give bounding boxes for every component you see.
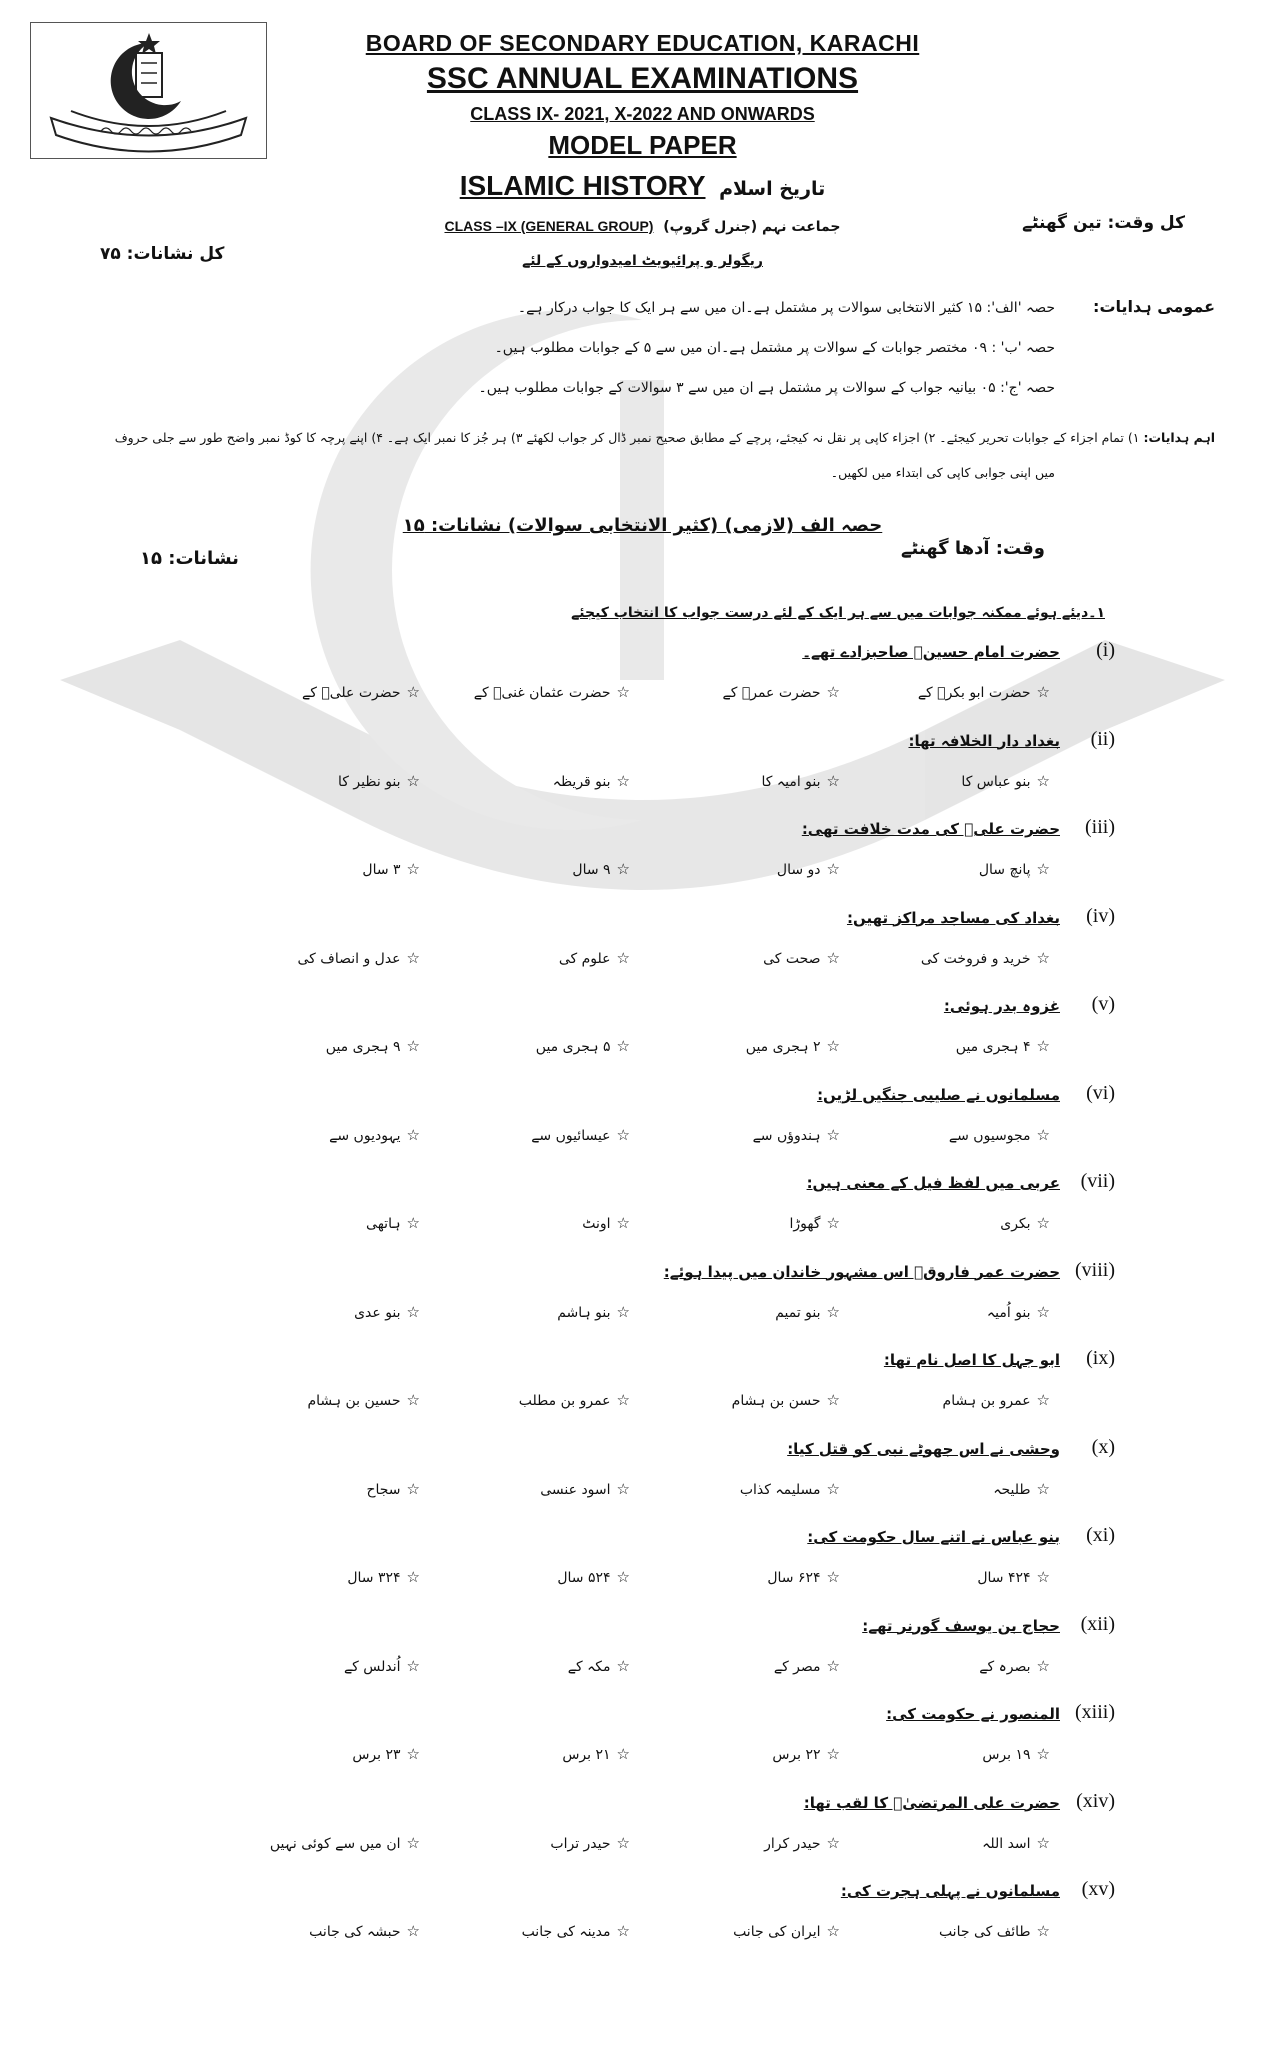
- general-instructions-label: عمومی ہدایات:: [1093, 297, 1215, 316]
- answer-option-text: حضرت ابو بکرؓ کے: [917, 685, 1031, 701]
- answer-option-text: مسلیمہ کذاب: [739, 1481, 821, 1498]
- question-number: (i): [1096, 639, 1115, 661]
- candidate-type: ریگولر و پرائیویٹ امیدواروں کے لئے: [522, 253, 763, 269]
- answer-option-text: بنو عدی: [354, 1304, 401, 1321]
- answer-option-text: عیسائیوں سے: [531, 1127, 611, 1144]
- answer-option[interactable]: [298, 949, 420, 967]
- star-icon: ☆: [616, 1214, 630, 1232]
- answer-option-text: ۶۲۴ سال: [767, 1570, 821, 1586]
- options-row: [10, 1126, 1050, 1152]
- question-text: حضرت علی المرتضیٰؓ کا لقب تھا:: [803, 1793, 1060, 1812]
- star-icon: ☆: [826, 1214, 840, 1232]
- answer-option[interactable]: [777, 860, 840, 878]
- star-icon: ☆: [826, 1656, 840, 1675]
- star-icon: ☆: [826, 1391, 840, 1409]
- answer-option-text: ان میں سے کوئی نہیں: [269, 1835, 401, 1852]
- star-icon: ☆: [406, 1922, 420, 1940]
- options-row: [10, 1745, 1050, 1771]
- subject-title: [0, 170, 1285, 202]
- answer-option[interactable]: [474, 683, 630, 701]
- answer-option-text: بنو عباس کا: [961, 773, 1031, 790]
- answer-option-text: اُندلس کے: [343, 1658, 401, 1675]
- answer-option[interactable]: [531, 1126, 630, 1144]
- answer-option-text: طلیحہ: [993, 1481, 1031, 1498]
- question-text: حضرت امام حسینؓ صاحبزادے تھے۔: [802, 643, 1060, 661]
- important-instructions-line1: ۱) تمام اجزاء کے جوابات تحریر کیجئے۔ ۲) اجزاء کاپی پر نقل نہ کیجئے، پرچے کے مطابق صحیح نمبر ڈال کر جواب لکھئے ۳) ہر جُز کا نمبر ایک ہے۔ ۴) اپنے پرچہ کا کوڈ نمبر واضح طور سے جلی حروف: [114, 430, 1140, 445]
- answer-option-text: مکہ کے: [567, 1658, 611, 1675]
- question-number: (iii): [1085, 816, 1115, 838]
- star-icon: ☆: [616, 1037, 630, 1055]
- star-icon: ☆: [1036, 1391, 1050, 1409]
- answer-option-text: ۹ ہجری میں: [325, 1039, 401, 1055]
- star-icon: ☆: [616, 1745, 630, 1763]
- question-text: وحشی نے اس جھوٹے نبی کو قتل کیا:: [787, 1439, 1060, 1458]
- star-icon: ☆: [406, 1125, 420, 1144]
- answer-option-text: یہودیوں سے: [329, 1127, 401, 1144]
- star-icon: ☆: [826, 683, 840, 701]
- options-row: [10, 860, 1050, 886]
- answer-option-text: ۴۲۴ سال: [977, 1570, 1031, 1586]
- answer-option[interactable]: [949, 1126, 1050, 1144]
- answer-option[interactable]: [956, 1037, 1050, 1055]
- answer-option-text: بنو تمیم: [775, 1304, 821, 1321]
- answer-option[interactable]: [302, 683, 420, 701]
- answer-option[interactable]: [987, 1303, 1050, 1321]
- answer-option-text: ۵۲۴ سال: [557, 1570, 611, 1586]
- answer-option-text: سجاح: [366, 1481, 401, 1498]
- answer-option[interactable]: [764, 1834, 840, 1852]
- answer-option[interactable]: [772, 1745, 840, 1763]
- star-icon: ☆: [1036, 1479, 1050, 1498]
- question-text: المنصور نے حکومت کی:: [886, 1705, 1060, 1723]
- star-icon: ☆: [616, 860, 630, 878]
- star-icon: ☆: [406, 1745, 420, 1763]
- question-number: (xiii): [1075, 1701, 1115, 1723]
- answer-option[interactable]: [767, 1568, 840, 1586]
- star-icon: ☆: [826, 948, 840, 967]
- star-icon: ☆: [1036, 683, 1050, 701]
- star-icon: ☆: [826, 1745, 840, 1763]
- answer-option[interactable]: [982, 1745, 1050, 1763]
- answer-option[interactable]: [562, 1745, 630, 1763]
- answer-option-text: اسد اللہ: [982, 1835, 1031, 1852]
- class-years: CLASS IX- 2021, X-2022 AND ONWARDS: [470, 104, 815, 124]
- answer-option[interactable]: [977, 1568, 1050, 1586]
- question-number: (iv): [1086, 904, 1115, 927]
- answer-option-text: حسین بن ہشام: [307, 1393, 401, 1409]
- answer-option[interactable]: [557, 1303, 630, 1321]
- answer-option[interactable]: [732, 1391, 840, 1409]
- question-number: (vii): [1080, 1170, 1115, 1192]
- answer-option[interactable]: [918, 683, 1050, 701]
- question-number: (xi): [1086, 1524, 1115, 1546]
- star-icon: ☆: [406, 948, 420, 967]
- answer-option-text: اونٹ: [582, 1216, 611, 1232]
- answer-option[interactable]: [559, 949, 630, 967]
- answer-option[interactable]: [723, 683, 841, 701]
- star-icon: ☆: [826, 1125, 840, 1144]
- star-icon: ☆: [406, 1302, 420, 1321]
- answer-option-text: حضرت عمرؓ کے: [722, 685, 821, 701]
- question-number: (xii): [1080, 1612, 1115, 1635]
- question-number: (v): [1091, 993, 1115, 1015]
- question-number: (ii): [1090, 727, 1115, 750]
- answer-option-text: ۲ ہجری میں: [745, 1039, 821, 1055]
- star-icon: ☆: [406, 860, 420, 878]
- total-marks: کل نشانات: ۷۵: [100, 244, 225, 264]
- answer-option[interactable]: [943, 1391, 1050, 1409]
- answer-option-text: مجوسیوں سے: [948, 1127, 1031, 1144]
- question-number: (viii): [1075, 1258, 1115, 1281]
- section-a-title: حصہ الف (لازمی) (کثیر الانتخابی سوالات) نشانات: ۱۵: [402, 515, 883, 536]
- answer-option-text: ۱۹ برس: [982, 1747, 1031, 1763]
- star-icon: ☆: [1036, 1125, 1050, 1144]
- options-row: [10, 1037, 1050, 1063]
- answer-option[interactable]: [753, 1126, 840, 1144]
- question-text: غزوہ بدر ہوئی:: [943, 997, 1060, 1015]
- class-group-urdu: جماعت نہم (جنرل گروپ): [663, 219, 841, 235]
- star-icon: ☆: [616, 1391, 630, 1409]
- star-icon: ☆: [406, 1214, 420, 1232]
- answer-option[interactable]: [572, 860, 630, 878]
- answer-option-text: عمرو بن ہشام: [942, 1393, 1031, 1409]
- star-icon: ☆: [406, 1391, 420, 1409]
- question-number: (ix): [1086, 1347, 1115, 1369]
- star-icon: ☆: [406, 1833, 420, 1852]
- answer-option-text: ۲۳ برس: [352, 1747, 401, 1763]
- question-text: ابو جہل کا اصل نام تھا:: [883, 1351, 1060, 1369]
- answer-option[interactable]: [536, 1037, 630, 1055]
- answer-option[interactable]: [352, 1745, 420, 1763]
- star-icon: ☆: [1036, 1214, 1050, 1232]
- section-a-marks: نشانات: ۱۵: [140, 548, 239, 569]
- star-icon: ☆: [1036, 1922, 1050, 1940]
- important-instructions-label: اہم ہدایات:: [1143, 430, 1215, 445]
- section-a-time: وقت: آدھا گھنٹے: [901, 538, 1045, 559]
- options-row: [10, 1480, 1050, 1506]
- answer-option-text: ۵ ہجری میں: [535, 1039, 611, 1055]
- answer-option-text: ۴ ہجری میں: [955, 1039, 1031, 1055]
- answer-option[interactable]: [982, 1834, 1050, 1852]
- star-icon: ☆: [616, 1656, 630, 1675]
- answer-option-text: ۳ سال: [362, 862, 401, 878]
- exam-title: SSC ANNUAL EXAMINATIONS: [426, 62, 859, 95]
- options-row: [10, 1922, 1050, 1948]
- answer-option[interactable]: [354, 1303, 420, 1321]
- answer-option[interactable]: [762, 772, 840, 790]
- answer-option-text: بنو اُمیہ: [986, 1304, 1031, 1321]
- answer-option-text: حسن بن ہشام: [731, 1393, 821, 1409]
- answer-option[interactable]: [344, 1657, 420, 1675]
- question-number: (xiv): [1076, 1789, 1115, 1812]
- star-icon: ☆: [1036, 948, 1050, 967]
- answer-option-text: ایران کی جانب: [733, 1924, 821, 1940]
- options-row: [10, 1834, 1050, 1860]
- answer-option-text: ۹ سال: [572, 862, 611, 878]
- star-icon: ☆: [406, 1037, 420, 1055]
- answer-option[interactable]: [347, 1568, 420, 1586]
- answer-option[interactable]: [366, 1214, 420, 1232]
- answer-option-text: حضرت علیؓ کے: [302, 685, 401, 701]
- answer-option-text: ۲۱ برس: [562, 1747, 611, 1763]
- star-icon: ☆: [1036, 1568, 1050, 1586]
- answer-option[interactable]: [307, 1391, 420, 1409]
- answer-option-text: حیدر تراب: [550, 1835, 611, 1852]
- answer-option[interactable]: [557, 1568, 630, 1586]
- star-icon: ☆: [406, 683, 420, 701]
- question-number: (x): [1091, 1435, 1115, 1458]
- answer-option[interactable]: [763, 949, 840, 967]
- important-instructions: [45, 430, 1215, 445]
- mcq-instruction: ۱۔دیئے ہوئے ممکنہ جوابات میں سے ہر ایک کے لئے درست جواب کا انتخاب کیجئے: [571, 605, 1105, 621]
- star-icon: ☆: [1036, 1302, 1050, 1321]
- answer-option[interactable]: [746, 1037, 840, 1055]
- answer-option-text: ہندوؤں سے: [752, 1127, 821, 1144]
- answer-option-text: بکری: [1000, 1216, 1031, 1232]
- answer-option-text: ۲۲ برس: [772, 1747, 821, 1763]
- star-icon: ☆: [826, 1568, 840, 1586]
- question-text: مسلمانوں نے پہلی ہجرت کی:: [840, 1882, 1060, 1900]
- answer-option[interactable]: [939, 1922, 1050, 1940]
- answer-option[interactable]: [550, 1834, 630, 1852]
- class-group-english: CLASS –IX (GENERAL GROUP): [444, 218, 654, 234]
- answer-option-text: حضرت عثمان غنیؓ کے: [473, 685, 611, 701]
- answer-option-text: حبشہ کی جانب: [309, 1924, 401, 1940]
- answer-option-text: بنو امیہ کا: [761, 773, 821, 790]
- answer-option-text: گھوڑا: [789, 1216, 821, 1232]
- answer-option[interactable]: [309, 1922, 420, 1940]
- answer-option[interactable]: [740, 1480, 840, 1498]
- answer-option-text: مدینہ کی جانب: [521, 1924, 611, 1940]
- star-icon: ☆: [826, 771, 840, 790]
- answer-option-text: خرید و فروخت کی: [920, 950, 1031, 967]
- answer-option[interactable]: [790, 1214, 840, 1232]
- general-instruction-line: حصہ 'الف': ۱۵ کثیر الانتخابی سوالات پر مشتمل ہے۔ان میں سے ہر ایک کا جواب درکار ہے۔: [517, 300, 1055, 316]
- answer-option-text: صحت کی: [763, 950, 821, 967]
- options-row: [10, 949, 1050, 975]
- question-number: (xv): [1081, 1878, 1115, 1900]
- star-icon: ☆: [616, 771, 630, 790]
- answer-option[interactable]: [993, 1480, 1050, 1498]
- answer-option[interactable]: [522, 1922, 630, 1940]
- answer-option[interactable]: [775, 1303, 840, 1321]
- general-instruction-line: حصہ 'ج': ۰۵ بیانیہ جواب کے سوالات پر مشتمل ہے ان میں سے ۳ سوالات کے جوابات مطلوب ہیں۔: [478, 380, 1055, 396]
- options-row: [10, 1214, 1050, 1240]
- general-instruction-line: حصہ 'ب' : ۰۹ مختصر جوابات کے سوالات پر مشتمل ہے۔ان میں سے ۵ کے جوابات مطلوب ہیں۔: [494, 340, 1055, 356]
- star-icon: ☆: [1036, 771, 1050, 790]
- options-row: [10, 1657, 1050, 1683]
- question-text: حجاج بن یوسف گورنر تھے:: [862, 1616, 1060, 1635]
- star-icon: ☆: [406, 1656, 420, 1675]
- star-icon: ☆: [1036, 1833, 1050, 1852]
- question-number: (vi): [1086, 1081, 1115, 1104]
- answer-option[interactable]: [540, 1480, 630, 1498]
- paper-type: MODEL PAPER: [548, 130, 737, 160]
- star-icon: ☆: [616, 1479, 630, 1498]
- answer-option-text: اسود عنسی: [540, 1481, 611, 1498]
- question-text: مسلمانوں نے صلیبی جنگیں لڑیں:: [817, 1085, 1060, 1104]
- star-icon: ☆: [826, 1479, 840, 1498]
- star-icon: ☆: [616, 1125, 630, 1144]
- star-icon: ☆: [1036, 1745, 1050, 1763]
- answer-option[interactable]: [774, 1657, 840, 1675]
- answer-option-text: ۳۲۴ سال: [347, 1570, 401, 1586]
- star-icon: ☆: [616, 1833, 630, 1852]
- answer-option-text: ہاتھی: [366, 1216, 401, 1232]
- star-icon: ☆: [616, 1568, 630, 1586]
- answer-option-text: بنو نظیر کا: [338, 773, 401, 790]
- answer-option[interactable]: [582, 1214, 630, 1232]
- answer-option-text: طائف کی جانب: [938, 1924, 1031, 1940]
- star-icon: ☆: [826, 1833, 840, 1852]
- star-icon: ☆: [406, 1479, 420, 1498]
- question-text: بغداد دار الخلافہ تھا:: [908, 731, 1060, 750]
- total-time: کل وقت: تین گھنٹے: [1022, 213, 1185, 233]
- question-text: بنو عباس نے اتنے سال حکومت کی:: [807, 1528, 1060, 1546]
- subject-english: ISLAMIC HISTORY: [459, 170, 706, 201]
- options-row: [10, 1391, 1050, 1417]
- star-icon: ☆: [1036, 1037, 1050, 1055]
- star-icon: ☆: [826, 860, 840, 878]
- answer-option[interactable]: [979, 860, 1050, 878]
- star-icon: ☆: [406, 1568, 420, 1586]
- options-row: [10, 683, 1050, 709]
- question-text: بغداد کی مساجد مراکز تھیں:: [846, 908, 1060, 927]
- answer-option-text: عدل و انصاف کی: [297, 950, 401, 967]
- answer-option-text: مصر کے: [773, 1658, 821, 1675]
- star-icon: ☆: [616, 1302, 630, 1321]
- answer-option[interactable]: [553, 772, 630, 790]
- answer-option-text: حیدر کرار: [764, 1835, 821, 1852]
- star-icon: ☆: [1036, 1656, 1050, 1675]
- answer-option[interactable]: [1000, 1214, 1050, 1232]
- star-icon: ☆: [406, 771, 420, 790]
- options-row: [10, 1568, 1050, 1594]
- answer-option[interactable]: [338, 772, 420, 790]
- subject-urdu: تاریخ اسلام: [719, 178, 826, 200]
- star-icon: ☆: [826, 1302, 840, 1321]
- answer-option-text: بصرہ کے: [979, 1658, 1031, 1675]
- answer-option[interactable]: [568, 1657, 630, 1675]
- answer-option[interactable]: [519, 1391, 630, 1409]
- question-text: حضرت عمر فاروقؓ اس مشہور خاندان میں پیدا ہوئے:: [663, 1262, 1060, 1281]
- answer-option-text: بنو قریظہ: [552, 773, 611, 790]
- question-text: عربی میں لفظ فیل کے معنی ہیں:: [806, 1174, 1060, 1192]
- options-row: [10, 772, 1050, 798]
- answer-option-text: عمرو بن مطلب: [518, 1393, 611, 1409]
- board-name: BOARD OF SECONDARY EDUCATION, KARACHI: [365, 30, 920, 56]
- star-icon: ☆: [616, 1922, 630, 1940]
- answer-option[interactable]: [733, 1922, 840, 1940]
- star-icon: ☆: [616, 683, 630, 701]
- star-icon: ☆: [616, 948, 630, 967]
- answer-option[interactable]: [979, 1657, 1050, 1675]
- answer-option[interactable]: [921, 949, 1050, 967]
- options-row: [10, 1303, 1050, 1329]
- answer-option-text: پانچ سال: [978, 862, 1031, 878]
- answer-option[interactable]: [366, 1480, 420, 1498]
- question-text: حضرت علیؓ کی مدت خلافت تھی:: [801, 820, 1060, 838]
- star-icon: ☆: [826, 1037, 840, 1055]
- answer-option[interactable]: [362, 860, 420, 878]
- important-instructions-line2: میں اپنی جوابی کاپی کی ابتداء میں لکھیں۔: [830, 465, 1055, 480]
- answer-option-text: علوم کی: [558, 950, 611, 967]
- star-icon: ☆: [826, 1922, 840, 1940]
- answer-option[interactable]: [326, 1037, 420, 1055]
- answer-option[interactable]: [270, 1834, 420, 1852]
- answer-option[interactable]: [961, 772, 1050, 790]
- answer-option-text: دو سال: [776, 862, 821, 878]
- star-icon: ☆: [1036, 860, 1050, 878]
- answer-option[interactable]: [329, 1126, 420, 1144]
- answer-option-text: بنو ہاشم: [557, 1304, 611, 1321]
